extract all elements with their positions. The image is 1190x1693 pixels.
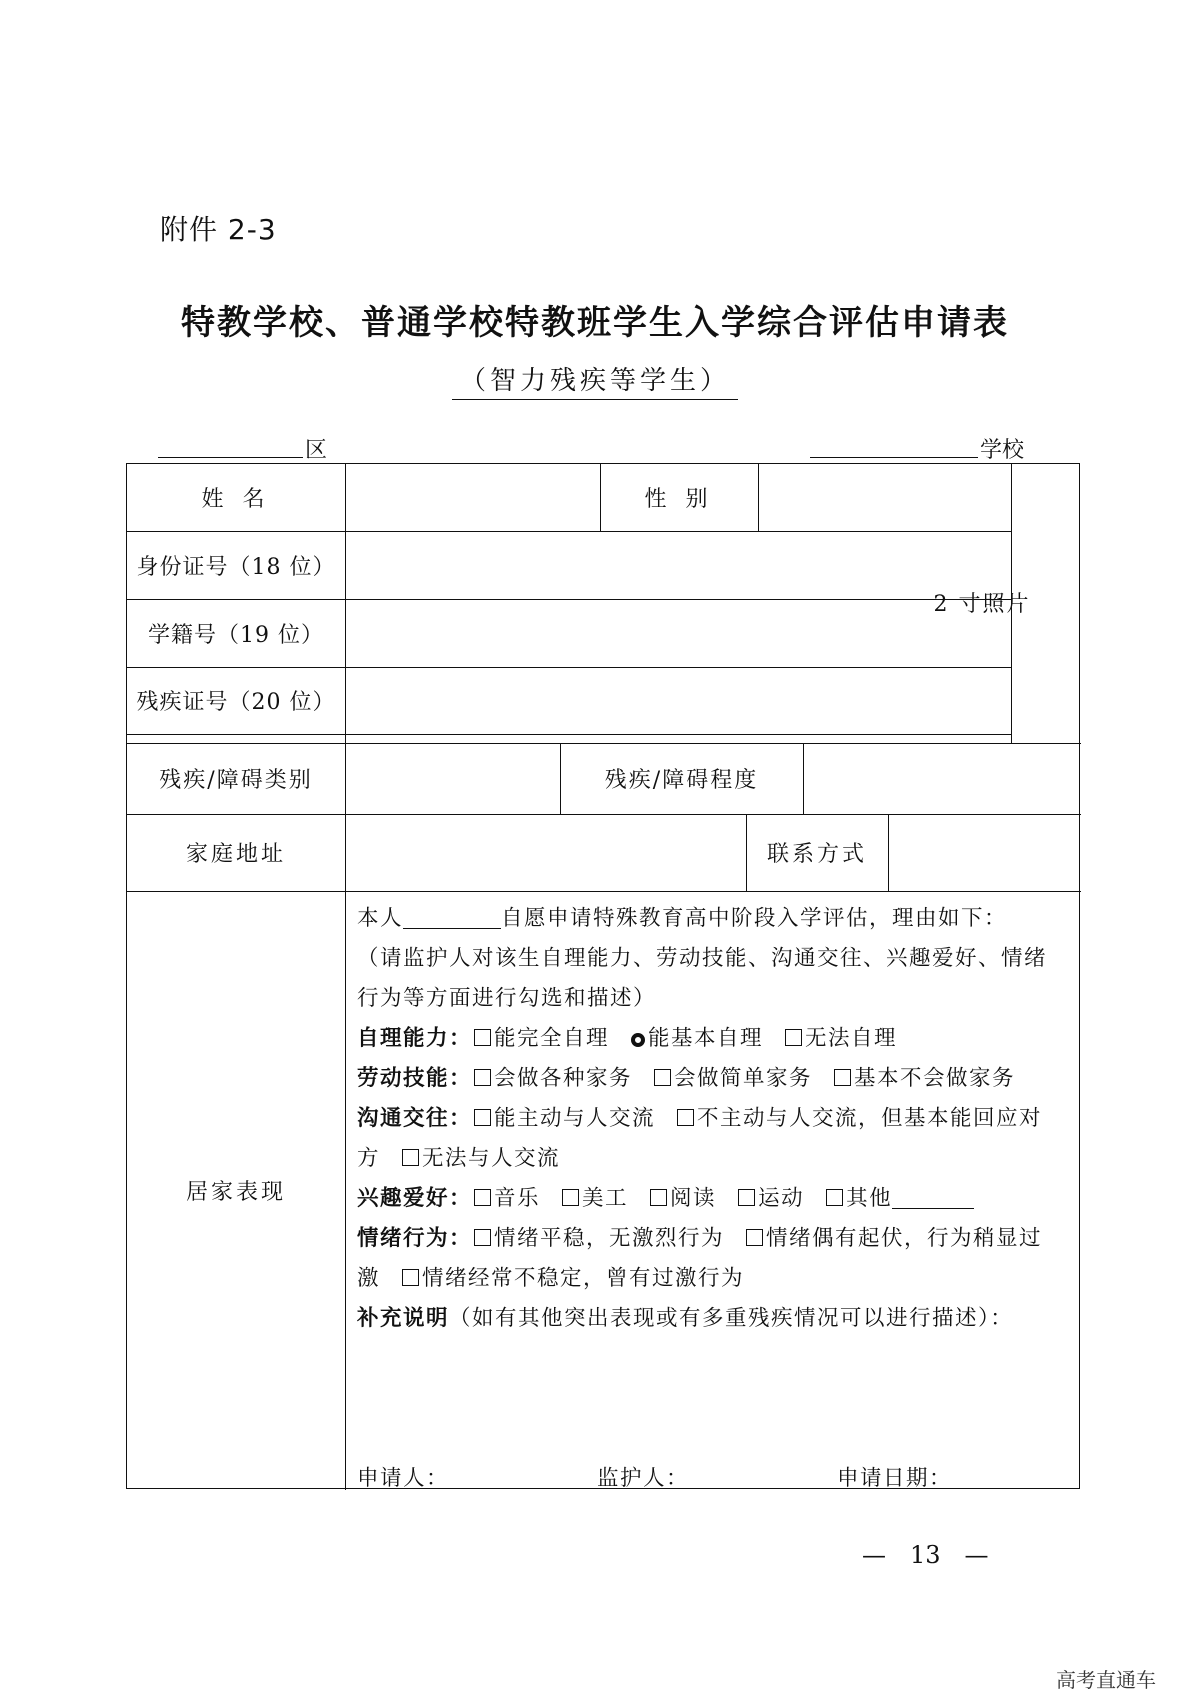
interest-checkbox-sports[interactable] [738,1189,755,1206]
disability-cert-label: 残疾证号（20 位） [136,690,336,715]
self-care-option-1: 能完全自理 [494,1026,610,1051]
id-number-label: 身份证号（18 位） [136,554,336,580]
self-care-radio-selected[interactable] [631,1033,645,1047]
form-subtitle: （智力残疾等学生） [452,360,738,400]
disability-type-input[interactable] [345,743,560,814]
contact-input[interactable] [888,814,1081,891]
self-care-option-2: 能基本自理 [648,1026,764,1051]
applicant-blank[interactable] [449,1466,571,1489]
watermark: 高考直通车 [1056,1668,1156,1692]
district-blank[interactable] [158,457,303,458]
communication-row-2 [357,1139,1071,1179]
instruction-line-2: 行为等方面进行勾选和描述） [357,986,657,1011]
form-subtitle-wrap [0,360,1190,400]
interest-art: 美工 [582,1186,629,1211]
self-care-row [357,1019,1071,1059]
labor-checkbox-1[interactable] [474,1069,491,1086]
interest-other-blank[interactable] [892,1186,974,1209]
student-number-label: 学籍号（19 位） [148,622,324,648]
signature-row [357,1459,1071,1499]
emotion-option-2-cont: 激 [357,1266,381,1291]
interest-checkbox-music[interactable] [474,1189,491,1206]
date-blank[interactable] [952,1466,1074,1489]
emotion-option-2: 情绪偶有起伏，行为稍显过 [766,1226,1043,1251]
communication-option-3: 无法与人交流 [422,1146,561,1171]
home-address-input[interactable] [345,814,746,891]
interest-reading: 阅读 [670,1186,717,1211]
interest-checkbox-reading[interactable] [650,1189,667,1206]
supplement-text: （如有其他突出表现或有多重残疾情况可以进行描述）： [449,1306,1014,1331]
guardian-label: 监护人： [597,1466,690,1491]
contact-label: 联系方式 [766,842,867,867]
statement-prefix: 本人 [357,906,404,931]
self-care-label: 自理能力： [357,1026,473,1051]
interest-sports: 运动 [758,1186,805,1211]
home-performance-body [345,891,1081,1490]
supplement-row [357,1299,1071,1339]
home-address-label: 家庭地址 [185,842,286,867]
communication-option-2: 不主动与人交流，但基本能回应对 [697,1106,1043,1131]
emotion-option-3: 情绪经常不稳定，曾有过激行为 [422,1266,745,1291]
self-care-option-3: 无法自理 [805,1026,898,1051]
self-care-checkbox-3[interactable] [785,1029,802,1046]
attachment-label: 附件 2-3 [160,213,277,246]
disability-degree-label: 残疾/障碍程度 [604,768,759,793]
interest-other: 其他 [846,1186,893,1211]
interests-row [357,1179,1071,1219]
emotion-checkbox-2[interactable] [746,1229,763,1246]
instruction-line-1: （请监护人对该生自理能力、劳动技能、沟通交往、兴趣爱好、情绪 [357,946,1048,971]
name-label: 姓 名 [201,487,271,512]
supplement-area[interactable] [357,1339,1071,1459]
name-input[interactable] [345,464,600,531]
labor-option-1: 会做各种家务 [494,1066,633,1091]
emotion-label: 情绪行为： [357,1226,473,1251]
communication-checkbox-2[interactable] [677,1109,694,1126]
applicant-label: 申请人： [357,1466,450,1491]
emotion-option-1: 情绪平稳，无激烈行为 [494,1226,725,1251]
school-suffix: 学校 [980,438,1025,463]
home-performance-label: 居家表现 [185,1180,286,1205]
communication-option-2-cont: 方 [357,1146,381,1171]
school-blank[interactable] [810,457,978,458]
emotion-row-2 [357,1259,1071,1299]
statement-suffix: 自愿申请特殊教育高中阶段入学评估，理由如下： [501,906,1008,931]
page-number: — 13 — [862,1541,989,1569]
interest-checkbox-art[interactable] [562,1189,579,1206]
supplement-label: 补充说明 [357,1306,450,1331]
disability-degree-input[interactable] [803,743,1081,814]
interest-checkbox-other[interactable] [826,1189,843,1206]
labor-label: 劳动技能： [357,1066,473,1091]
communication-checkbox-3[interactable] [402,1149,419,1166]
communication-label: 沟通交往： [357,1106,473,1131]
labor-row [357,1059,1071,1099]
labor-checkbox-2[interactable] [654,1069,671,1086]
photo-box[interactable] [886,463,1078,741]
statement-name-blank[interactable] [403,906,501,929]
communication-row [357,1099,1071,1139]
labor-option-3: 基本不会做家务 [854,1066,1016,1091]
guardian-blank[interactable] [689,1466,821,1489]
date-label: 申请日期： [837,1466,953,1491]
communication-option-1: 能主动与人交流 [494,1106,656,1131]
labor-checkbox-3[interactable] [834,1069,851,1086]
photo-label: 2 寸照片 [933,591,1031,617]
emotion-checkbox-1[interactable] [474,1229,491,1246]
emotion-checkbox-3[interactable] [402,1269,419,1286]
emotion-row [357,1219,1071,1259]
communication-checkbox-1[interactable] [474,1109,491,1126]
self-care-checkbox-1[interactable] [474,1029,491,1046]
interest-music: 音乐 [494,1186,541,1211]
interests-label: 兴趣爱好： [357,1186,473,1211]
labor-option-2: 会做简单家务 [674,1066,813,1091]
district-suffix: 区 [305,438,328,463]
gender-label: 性 别 [644,487,714,512]
disability-type-label: 残疾/障碍类别 [159,768,313,793]
form-title: 特教学校、普通学校特教班学生入学综合评估申请表 [181,303,1009,343]
